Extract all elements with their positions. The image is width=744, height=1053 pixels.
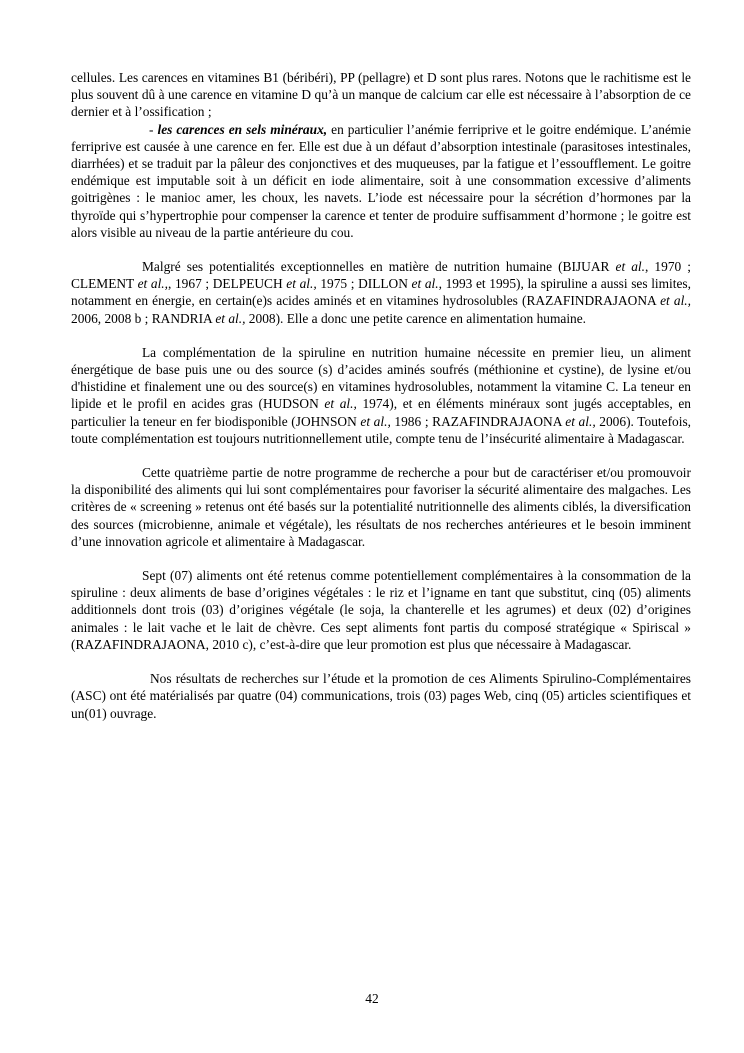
mineral-deficiencies-text: en particulier l’anémie ferriprive et le goitre endémique. L’anémie ferriprive est causée à une carence en fer. Elle est due à un défaut d’absorption intestinale (parasitoses intestinales, diarrhées) et se traduit par la pâleur des conjonctives et des muqueuses, par la fatigue et l’essoufflement. Le goitre endémique est imputable soit à un déficit en iode alimentaire, soit à une consommation excessive d’aliments goitrigènes : le manioc amer, les choux, les navets. L’iode est nécessaire pour la sécrétion d’hormones par la thyroïde qui s’hypertrophie pour compenser la carence et tenter de produire suffisamment d’hormone ; le goitre est alors visible au niveau de la partie antérieure du cou.	[71, 121, 691, 240]
text-run: 1974), et en éléments minéraux sont jugés acceptables, en particulier la teneur en fer biodisponible (JOHNSON	[71, 396, 691, 429]
citation-et-al: et al.,	[324, 396, 357, 412]
paragraph-research-goal: Cette quatrième partie de notre programme de recherche a pour but de caractériser et/ou promouvoir la disponibilité des aliments qui lui sont complémentaires pour favoriser la sécurité alimentaire des malgaches. Les critères de « screening » retenus ont été basés sur la potentialité nutritionnelle des aliments ciblés, la diversification des sources (microbienne, animale et végétale), les résultats de nos recherches antérieures et le besoin imminent d’une innovation agricole et alimentaire à Madagascar.	[71, 465, 691, 549]
text-run: 1975 ; DILLON	[316, 276, 412, 292]
paragraph-results-summary: Nos résultats de recherches sur l’étude et la promotion de ces Aliments Spirulino-Complémentaires (ASC) ont été matérialisés par quatre (04) communications, trois (03) pages Web, cinq (05) articles scientifiques et un(01) ouvrage.	[71, 671, 691, 721]
citation-et-al: et al.,	[286, 276, 317, 292]
text-run: Malgré ses potentialités exceptionnelles en matière de nutrition humaine (BIJUAR	[142, 259, 616, 275]
paragraph-rickets-note: cellules. Les carences en vitamines B1 (béribéri), PP (pellagre) et D sont plus rares. Notons que le rachitisme est le plus souvent dû à une carence en vitamine D qu’à un manque de calcium car elle est nécessaire à l’absorption de ce dernier et à l’ossification ;	[71, 70, 691, 120]
paragraph-complementation	[71, 344, 691, 447]
text-run: 2006, 2008 b ; RANDRIA	[71, 310, 216, 326]
citation-et-al: et al.,	[215, 310, 246, 326]
paragraph-spacer	[71, 447, 691, 464]
emphasis-mineral-salts: les carences en sels minéraux,	[157, 121, 328, 137]
paragraph-spacer	[71, 241, 691, 258]
paragraph-spacer	[71, 653, 691, 670]
citation-et-al: et al.,	[360, 413, 391, 429]
paragraph-spacer	[71, 550, 691, 567]
citation-et-al: et al.,	[137, 276, 169, 292]
paragraph-spacer	[71, 327, 691, 344]
citation-et-al: et al.,	[565, 413, 596, 429]
text-run: 1986 ; RAZAFINDRAJAONA	[390, 413, 566, 429]
paragraph-spirulina-limits	[71, 258, 691, 327]
body-text	[71, 69, 691, 722]
citation-et-al: et al.	[615, 259, 646, 275]
paragraph-mineral-deficiencies	[71, 121, 691, 241]
text-run: 2006). Toutefois, toute complémentation est toujours nutritionnellement utile, compte tenu de l’insécurité alimentaire à Madagascar.	[71, 413, 691, 446]
citation-et-al: et al.	[411, 276, 439, 292]
bullet-dash: -	[149, 121, 158, 137]
text-run: La complémentation de la spiruline en nutrition humaine nécessite en premier lieu, un aliment énergétique de base puis une ou des source (s) d’acides aminés soufrés (méthionine et cystine), de lysine et/ou d'histidine et finalement une ou des source(s) en vitamines hydrosolubles, notamment la vitamine C. La teneur en lipide et le profil en acides gras (HUDSON	[71, 344, 691, 412]
text-run: , 1993 et 1995), la spiruline a aussi ses limites, notamment en énergie, en certain(e)s acides aminés et en vitamines hydrosolubles (RAZAFINDRAJAONA	[71, 276, 691, 309]
text-run: , 1967 ; DELPEUCH	[168, 276, 287, 292]
page-number: 42	[365, 991, 379, 1006]
text-run: , 1970 ; CLEMENT	[71, 259, 692, 292]
text-run: 2008). Elle a donc une petite carence en alimentation humaine.	[245, 310, 587, 326]
citation-et-al: et al.,	[660, 293, 691, 309]
paragraph-seven-foods: Sept (07) aliments ont été retenus comme potentiellement complémentaires à la consommation de la spiruline : deux aliments de base d’origines végétales : le riz et l’igname en tant que substitut, cinq (05) aliments additionnels dont trois (03) d’origines végétale (le soja, la chanterelle et les agrumes) et deux (02) d’origines animales : le lait vache et le lait de chèvre. Ces sept aliments font partis du composé stratégique « Spiriscal » (RAZAFINDRAJAONA, 2010 c), c’est-à-dire que leur promotion est plus que nécessaire à Madagascar.	[71, 568, 691, 652]
